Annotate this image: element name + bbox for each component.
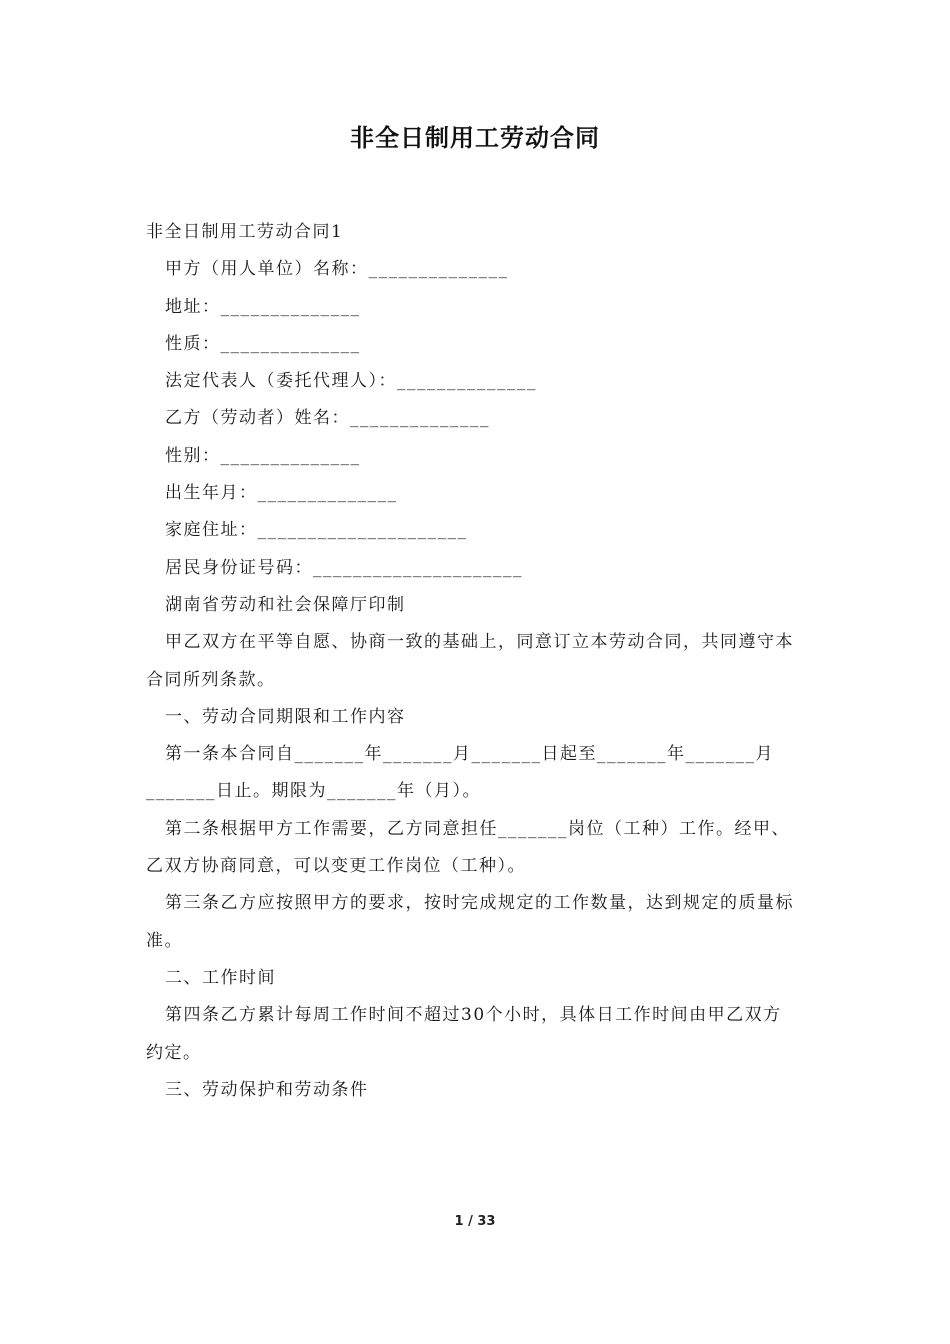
issuer-text: 湖南省劳动和社会保障厅印制: [165, 594, 406, 615]
paragraph-line: 乙双方协商同意，可以变更工作岗位（工种）。: [146, 856, 526, 877]
document-title: 非全日制用工劳动合同: [350, 124, 600, 152]
paragraph-line: 第一条本合同自_______年_______月_______日起至_______年_______月: [165, 744, 774, 765]
field-gender: 性别：______________: [165, 445, 361, 466]
field-home-address: 家庭住址：_____________________: [165, 520, 468, 541]
paragraph-line: 甲乙双方在平等自愿、协商一致的基础上，同意订立本劳动合同，共同遵守本: [165, 632, 794, 653]
field-address: 地址：______________: [165, 296, 361, 317]
chapter-heading: 一、劳动合同期限和工作内容: [165, 706, 406, 727]
paragraph-line: 第二条根据甲方工作需要，乙方同意担任_______岗位（工种）工作。经甲、: [165, 818, 790, 839]
paragraph-line: 合同所列条款。: [146, 669, 276, 690]
field-employee-name: 乙方（劳动者）姓名：______________: [165, 408, 490, 429]
section-heading: 非全日制用工劳动合同1: [146, 222, 344, 242]
chapter-heading: 二、工作时间: [165, 967, 276, 988]
field-legal-representative: 法定代表人（委托代理人）：______________: [165, 371, 537, 392]
paragraph-line: 第四条乙方累计每周工作时间不超过30个小时，具体日工作时间由甲乙双方: [165, 1005, 782, 1026]
field-employer-name: 甲方（用人单位）名称：______________: [165, 259, 509, 280]
field-id-number: 居民身份证号码：_____________________: [165, 557, 523, 578]
document-body: [146, 214, 810, 1109]
paragraph-line: _______日止。期限为_______年（月）。: [146, 781, 481, 802]
field-nature: 性质：______________: [165, 333, 361, 354]
paragraph-line: 第三条乙方应按照甲方的要求，按时完成规定的工作数量，达到规定的质量标: [165, 893, 794, 914]
paragraph-line: 准。: [146, 930, 183, 951]
paragraph-line: 约定。: [146, 1042, 202, 1063]
field-birth-date: 出生年月：______________: [165, 483, 398, 504]
chapter-heading: 三、劳动保护和劳动条件: [165, 1079, 369, 1100]
page-number: 1 / 33: [454, 1214, 496, 1229]
